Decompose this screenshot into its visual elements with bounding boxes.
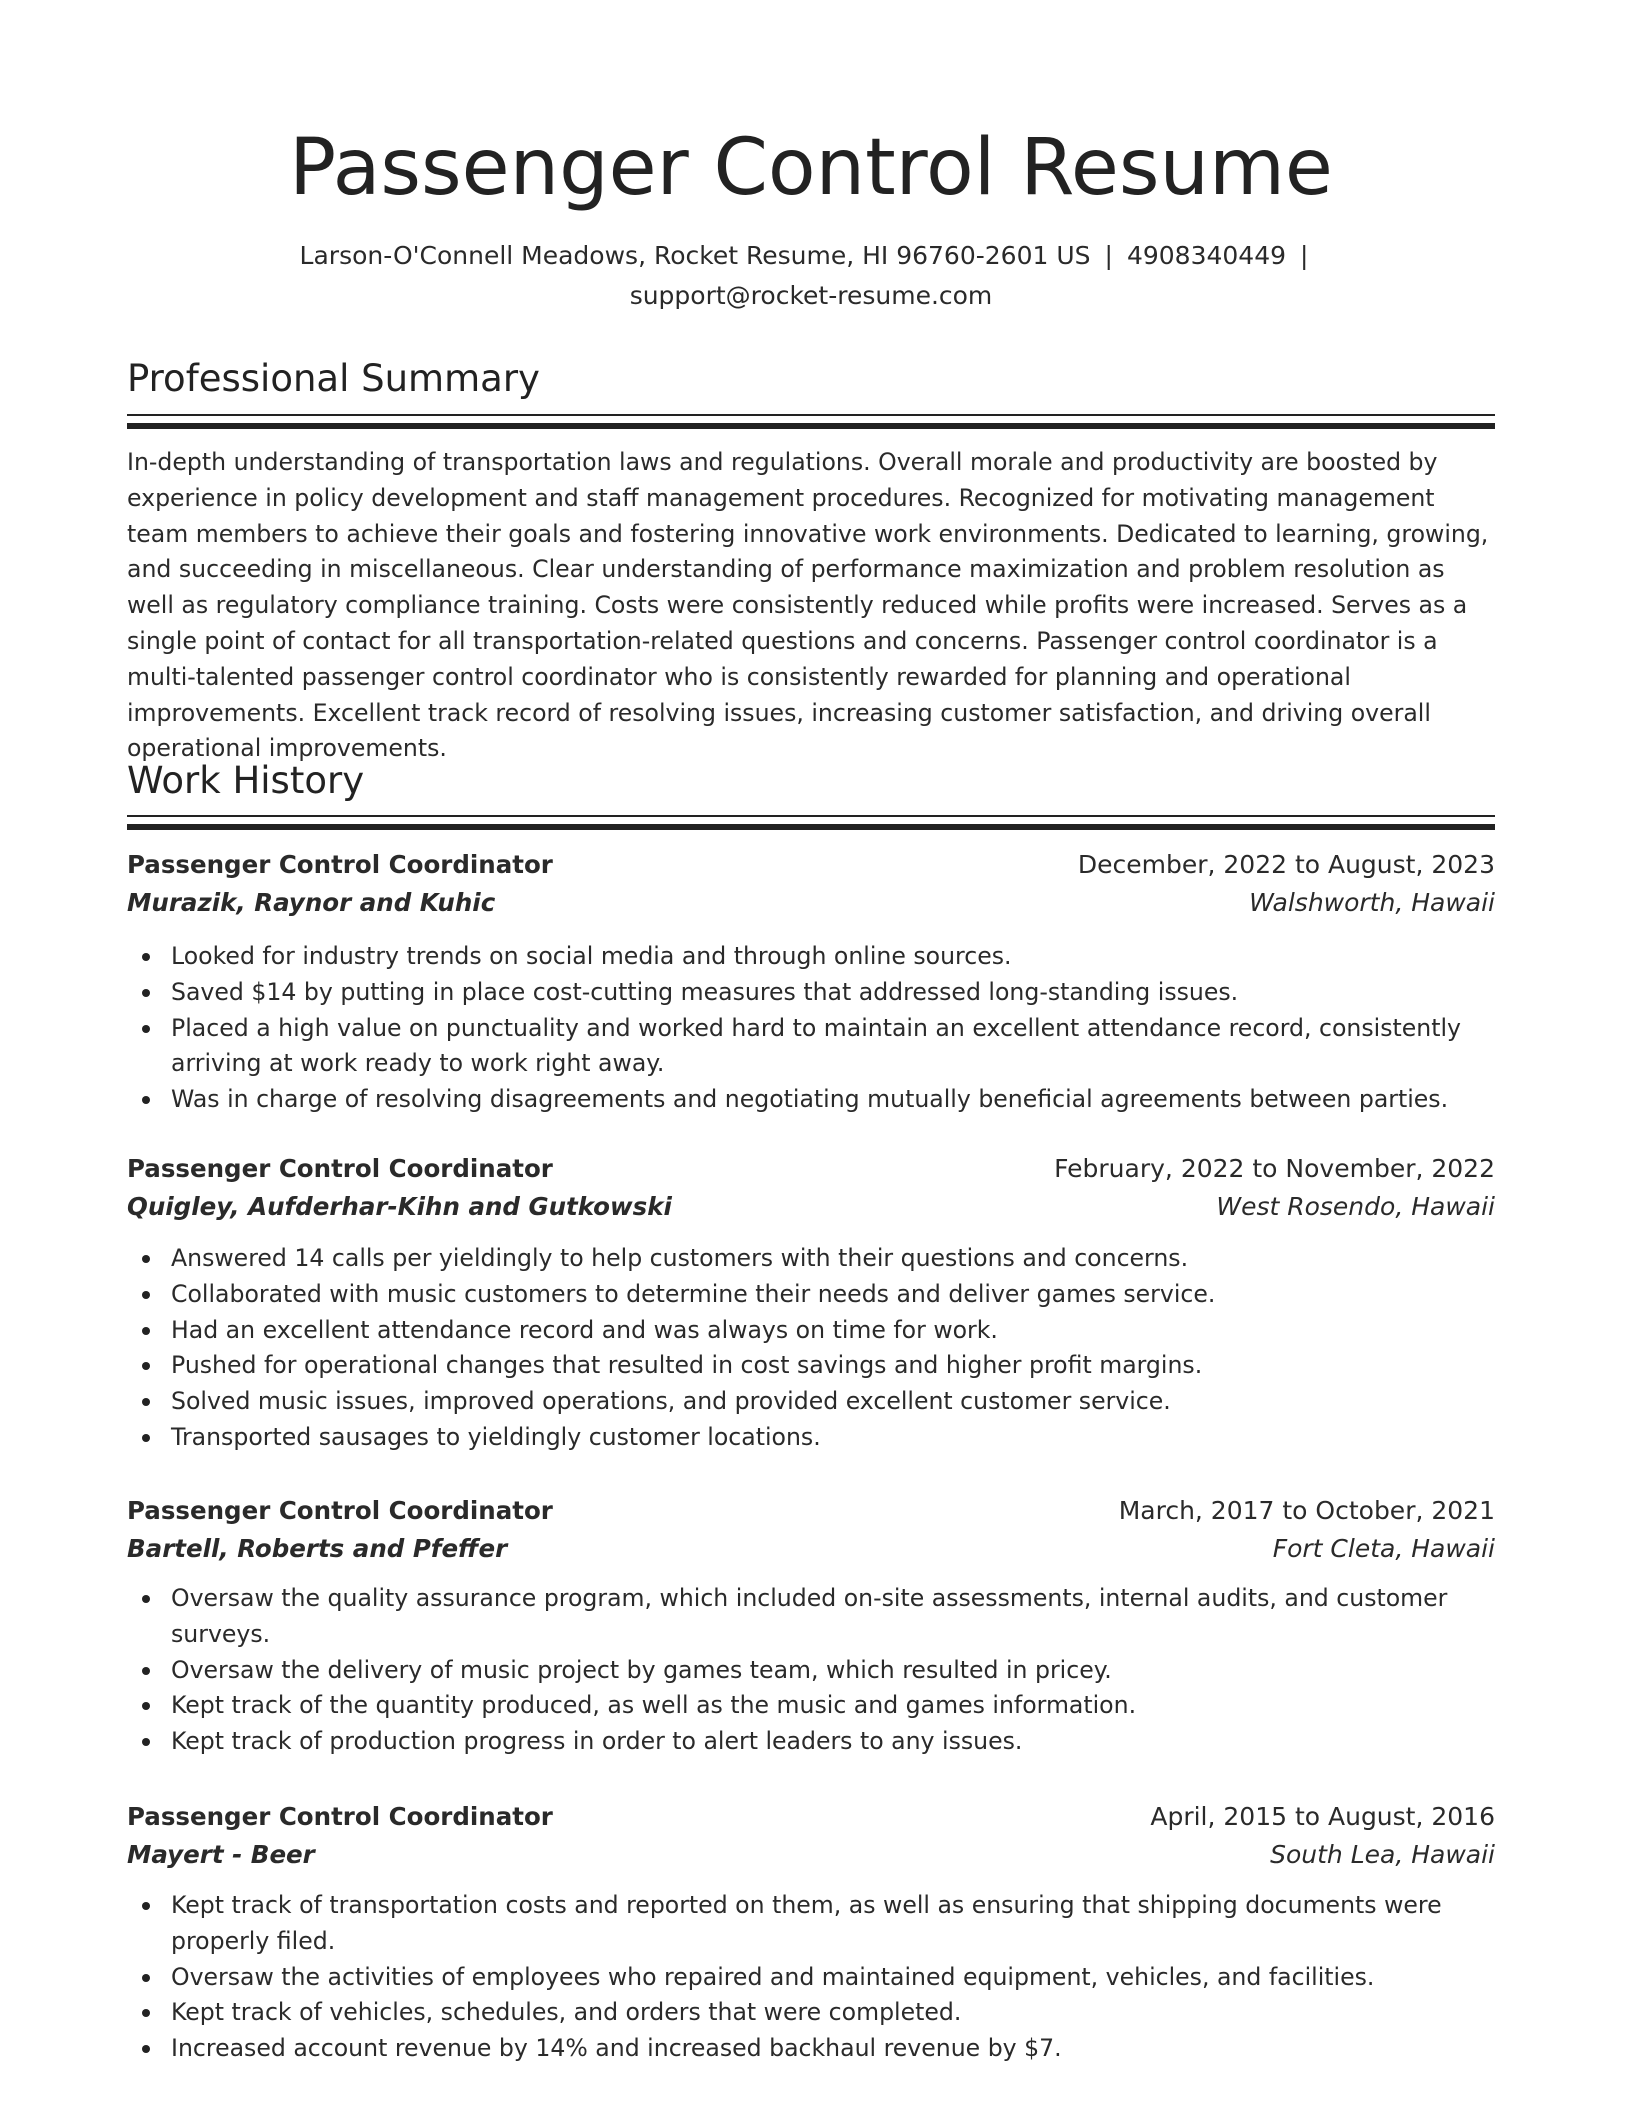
job-company-row (127, 1188, 1495, 1226)
contact-info (127, 236, 1495, 316)
section-divider (127, 815, 1495, 824)
job-header-row (127, 1798, 1495, 1836)
job-bullet-list (127, 939, 1495, 1118)
job-company: Mayert - Beer (127, 1840, 315, 1869)
job-bullet: Kept track of transportation costs and reported on them, as well as ensuring that shipping documents were properly filed. (127, 1888, 1495, 1960)
resume-title: Passenger Control Resume (289, 123, 1333, 213)
job-dates: December, 2022 to August, 2023 (1077, 850, 1495, 879)
contact-address: Larson-O'Connell Meadows, Rocket Resume, HI 96760-2601 US (299, 241, 1091, 270)
job-bullet: Oversaw the quality assurance program, which included on-site assessments, internal audits, and customer surveys. (127, 1581, 1495, 1653)
job-entry (127, 1798, 1495, 2067)
job-company-row (127, 1836, 1495, 1874)
job-bullet: Was in charge of resolving disagreements and negotiating mutually beneficial agreements between parties. (127, 1082, 1495, 1118)
job-title: Passenger Control Coordinator (127, 1496, 553, 1525)
section-heading-work-history: Work History (127, 759, 365, 802)
job-bullet: Solved music issues, improved operations, and provided excellent customer service. (127, 1384, 1495, 1420)
job-header-row (127, 1492, 1495, 1530)
job-entry (127, 846, 1495, 1118)
job-header-row (127, 846, 1495, 884)
job-company: Quigley, Aufderhar-Kihn and Gutkowski (127, 1192, 672, 1221)
job-dates: April, 2015 to August, 2016 (1150, 1802, 1495, 1831)
job-location: Fort Cleta, Hawaii (1272, 1534, 1495, 1563)
contact-email: support@rocket-resume.com (629, 281, 993, 310)
job-title: Passenger Control Coordinator (127, 1154, 553, 1183)
job-location: South Lea, Hawaii (1270, 1840, 1495, 1869)
section-divider (127, 414, 1495, 423)
job-bullet: Pushed for operational changes that resulted in cost savings and higher profit margins. (127, 1348, 1495, 1384)
job-dates: March, 2017 to October, 2021 (1118, 1496, 1495, 1525)
divider-thin-line (127, 414, 1495, 416)
divider-thick-line (127, 824, 1495, 830)
job-bullet-list (127, 1888, 1495, 2067)
job-entry (127, 1150, 1495, 1456)
job-company: Bartell, Roberts and Pfeffer (127, 1534, 508, 1563)
job-bullet: Placed a high value on punctuality and worked hard to maintain an excellent attendance record, consistently arriving at work ready to work right away. (127, 1011, 1495, 1083)
job-bullet: Looked for industry trends on social media and through online sources. (127, 939, 1495, 975)
job-bullet: Had an excellent attendance record and was always on time for work. (127, 1313, 1495, 1349)
job-bullet: Saved $14 by putting in place cost-cutting measures that addressed long-standing issues. (127, 975, 1495, 1011)
job-location: West Rosendo, Hawaii (1216, 1192, 1495, 1221)
job-bullet: Kept track of production progress in order to alert leaders to any issues. (127, 1724, 1495, 1760)
job-bullet: Kept track of the quantity produced, as well as the music and games information. (127, 1688, 1495, 1724)
section-heading-summary: Professional Summary (127, 357, 540, 400)
divider-thin-line (127, 815, 1495, 817)
job-header-row (127, 1150, 1495, 1188)
contact-phone: 4908340449 (1126, 241, 1287, 270)
job-bullet: Collaborated with music customers to determine their needs and deliver games service. (127, 1277, 1495, 1313)
job-bullet: Increased account revenue by 14% and increased backhaul revenue by $7. (127, 2031, 1495, 2067)
contact-separator: | (1104, 241, 1113, 270)
contact-line-1 (127, 236, 1495, 276)
job-bullet: Oversaw the activities of employees who repaired and maintained equipment, vehicles, and facilities. (127, 1960, 1495, 1996)
job-location: Walshworth, Hawaii (1249, 888, 1495, 917)
contact-separator: | (1300, 241, 1309, 270)
job-bullet: Answered 14 calls per yieldingly to help customers with their questions and concerns. (127, 1241, 1495, 1277)
job-dates: February, 2022 to November, 2022 (1054, 1154, 1495, 1183)
job-company: Murazik, Raynor and Kuhic (127, 888, 496, 917)
job-title: Passenger Control Coordinator (127, 1802, 553, 1831)
job-bullet: Oversaw the delivery of music project by games team, which resulted in pricey. (127, 1653, 1495, 1689)
job-title: Passenger Control Coordinator (127, 850, 553, 879)
job-bullet-list (127, 1581, 1495, 1760)
job-bullet-list (127, 1241, 1495, 1456)
contact-line-2 (127, 276, 1495, 316)
job-company-row (127, 884, 1495, 922)
job-bullet: Transported sausages to yieldingly customer locations. (127, 1420, 1495, 1456)
divider-thick-line (127, 423, 1495, 429)
job-company-row (127, 1530, 1495, 1568)
job-entry (127, 1492, 1495, 1760)
job-bullet: Kept track of vehicles, schedules, and orders that were completed. (127, 1995, 1495, 2031)
summary-text: In-depth understanding of transportation laws and regulations. Overall morale and productivity are boosted by experience in policy development and staff management procedures. Recognized for motivating management team members to achieve their goals and fostering innovative work environments. Dedicated to learning, growing, and succeeding in miscellaneous. Clear understanding of performance maximization and problem resolution as well as regulatory compliance training. Costs were consistently reduced while profits were increased. Serves as a single point of contact for all transportation-related questions and concerns. Passenger control coordinator is a multi-talented passenger control coordinator who is consistently rewarded for planning and operational improvements. Excellent track record of resolving issues, increasing customer satisfaction, and driving overall operational improvements. (127, 448, 1489, 763)
